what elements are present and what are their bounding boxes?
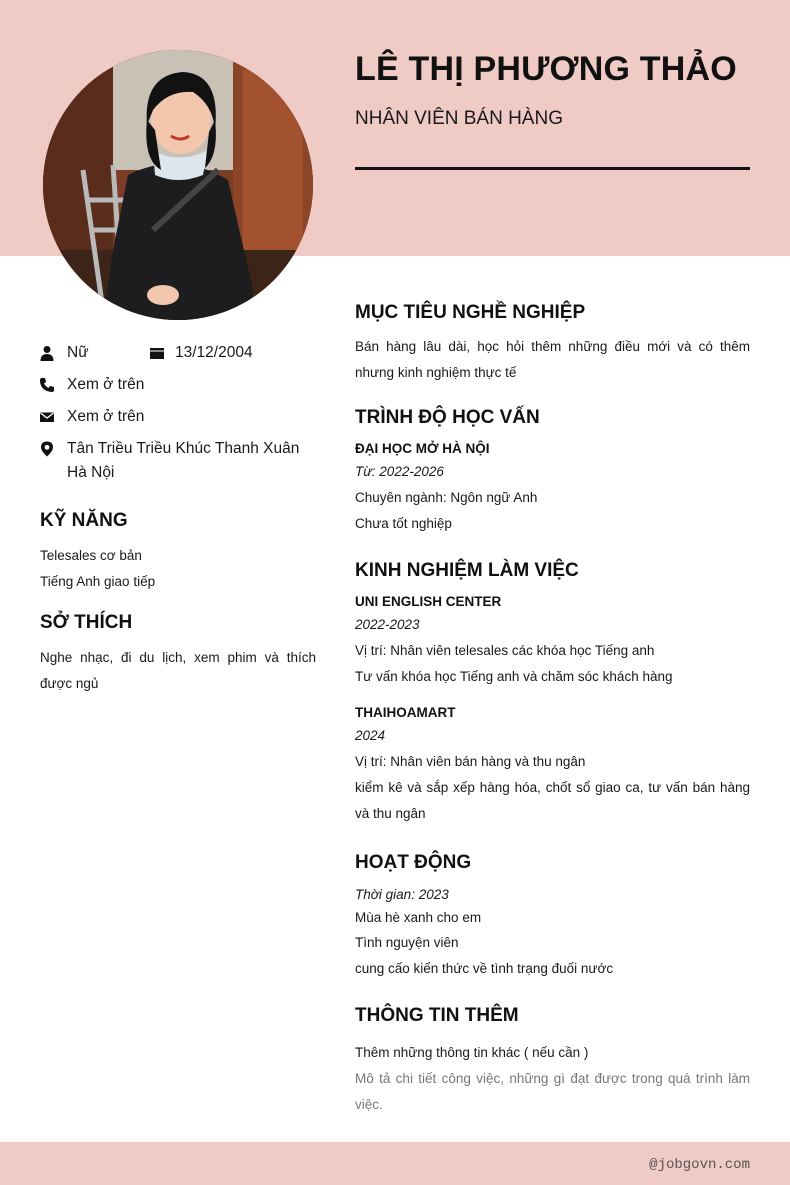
company-name: THAIHOAMART [355, 705, 456, 720]
address-line-1: Tân Triều Triều Khúc Thanh Xuân [67, 440, 300, 457]
skill-item: Telesales cơ bản [40, 548, 142, 563]
extra-line-2: Mô tả chi tiết công việc, những gì đạt được trong quá trình làm việc. [355, 1071, 750, 1112]
skills-list [40, 543, 316, 595]
gender-value: Nữ [67, 344, 89, 361]
activity-line: Mùa hè xanh cho em [355, 910, 482, 925]
email-value: Xem ở trên [67, 408, 145, 425]
hobbies-text: Nghe nhạc, đi du lịch, xem phim và thích được ngủ [40, 650, 316, 691]
footer-brand: @jobgovn.com [649, 1157, 750, 1173]
objective-section [355, 300, 750, 386]
candidate-name: LÊ THỊ PHƯƠNG THẢO [355, 50, 737, 88]
header-divider [355, 167, 750, 170]
activity-line: cung cấo kiến thức về tình trạng đuối nước [355, 961, 614, 976]
education-heading: TRÌNH ĐỘ HỌC VẤN [355, 407, 540, 428]
education-period: Từ: 2022-2026 [355, 464, 444, 479]
job-title: NHÂN VIÊN BÁN HÀNG [355, 108, 563, 129]
job-period: 2022-2023 [355, 617, 420, 632]
job-line: Vị trí: Nhân viên telesales các khóa học Tiếng anh [355, 643, 655, 658]
objective-text: Bán hàng lâu dài, học hỏi thêm những điều mới và có thêm nhưng kinh nghiệm thực tế [355, 339, 750, 380]
school-name: ĐẠI HỌC MỞ HÀ NỘI [355, 441, 490, 456]
skills-heading: KỸ NĂNG [40, 510, 128, 531]
phone-value: Xem ở trên [67, 376, 145, 393]
location-pin-icon [39, 441, 55, 457]
activities-heading: HOẠT ĐỘNG [355, 852, 472, 873]
address-line-2: Hà Nội [67, 464, 115, 481]
education-major: Chuyên ngành: Ngôn ngữ Anh [355, 490, 538, 505]
person-icon [39, 345, 55, 361]
company-name: UNI ENGLISH CENTER [355, 594, 502, 609]
objective-heading: MỤC TIÊU NGHỀ NGHIỆP [355, 302, 586, 323]
education-section [355, 405, 750, 537]
job-period: 2024 [355, 728, 386, 743]
experience-section [355, 558, 750, 827]
phone-icon [39, 377, 55, 393]
extra-heading: THÔNG TIN THÊM [355, 1005, 519, 1026]
activities-period: Thời gian: 2023 [355, 887, 449, 902]
education-status: Chưa tốt nghiệp [355, 516, 452, 531]
activity-line: Tình nguyện viên [355, 935, 459, 950]
job-line: kiểm kê và sắp xếp hàng hóa, chốt sổ giao ca, tư vấn bán hàng và thu ngân [355, 780, 750, 821]
job-entry [355, 703, 750, 827]
job-line: Tư vấn khóa học Tiếng anh và chăm sóc khách hàng [355, 669, 673, 684]
email-icon [39, 409, 55, 425]
skill-item: Tiếng Anh giao tiếp [40, 574, 156, 589]
profile-photo [43, 50, 313, 320]
job-line: Vị trí: Nhân viên bán hàng và thu ngân [355, 754, 586, 769]
address-value [67, 437, 317, 485]
activities-section [355, 850, 750, 982]
experience-heading: KINH NGHIỆM LÀM VIỆC [355, 560, 579, 581]
hobbies-heading: SỞ THÍCH [40, 612, 133, 633]
extra-section [355, 1003, 750, 1118]
extra-line-1: Thêm những thông tin khác ( nếu cần ) [355, 1045, 589, 1060]
job-entry [355, 592, 750, 690]
calendar-icon [149, 345, 165, 361]
birthday-value: 13/12/2004 [175, 344, 253, 361]
portrait-illustration [43, 50, 313, 320]
